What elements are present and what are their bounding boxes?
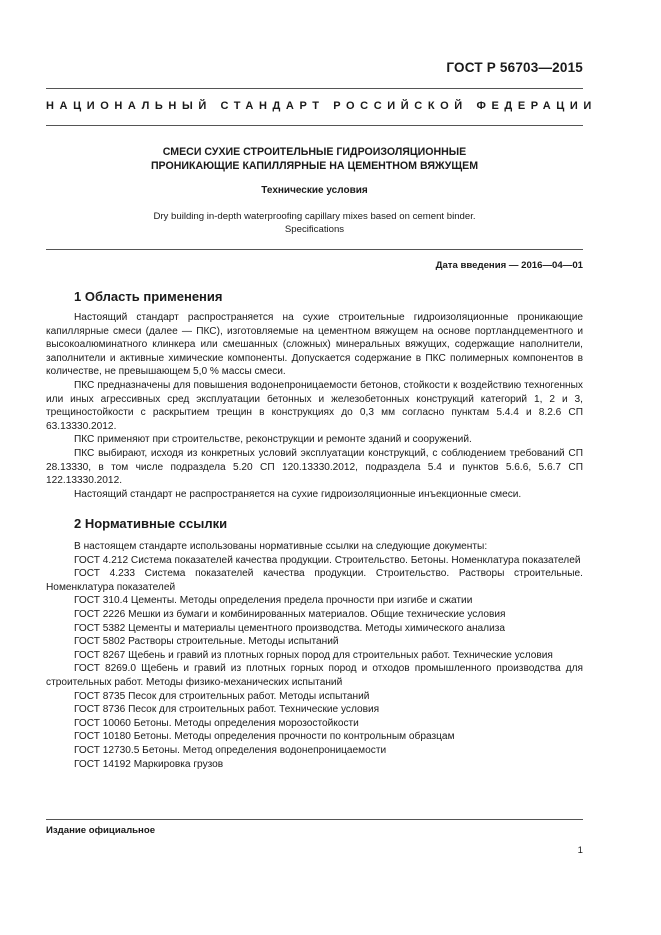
paragraph: ПКС применяют при строительстве, реконструкции и ремонте зданий и сооружений. bbox=[74, 434, 472, 446]
national-standard-banner: НАЦИОНАЛЬНЫЙ СТАНДАРТ РОССИЙСКОЙ ФЕДЕРАЦИИ bbox=[46, 100, 597, 112]
title-divider bbox=[46, 249, 583, 250]
reference-item: ГОСТ 8736 Песок для строительных работ. Технические условия bbox=[74, 704, 380, 716]
reference-item: ГОСТ 10180 Бетоны. Методы определения прочности по контрольным образцам bbox=[74, 731, 455, 743]
paragraph: Настоящий стандарт распространяется на сухие строительные гидроизоляционные проникающие капиллярные смеси (далее — ПКС), изготовляемые на цементном вяжущем на основе портландцементного и высокоалюминатного клинкера или смешанных (сложных) минеральных вяжущих, содержащие наполнители, заполнители и активные химические компоненты. Допускается содержание в ПКС полимерных компонентов в количестве, не превышающем 5,0 % массы смеси. bbox=[46, 312, 583, 378]
paragraph: ПКС выбирают, исходя из конкретных условий эксплуатации конструкций, с соблюдением требований СП 28.13330, в том числе подраздела 5.20 СП 120.13330.2012, подраздела 5.4 и пунктов 5.6.6, 5.6.7 СП 122.13330.2012. bbox=[46, 447, 583, 487]
reference-item: ГОСТ 8735 Песок для строительных работ. Методы испытаний bbox=[74, 690, 370, 702]
english-title bbox=[46, 210, 583, 236]
document-title bbox=[46, 145, 583, 173]
reference-item: ГОСТ 8269.0 Щебень и гравий из плотных горных пород и отходов промышленного производства для строительных работ. Методы физико-механических испытаний bbox=[46, 663, 583, 688]
reference-item: ГОСТ 5382 Цементы и материалы цементного производства. Методы химического анализа bbox=[74, 622, 506, 634]
reference-item: ГОСТ 14192 Маркировка грузов bbox=[74, 758, 224, 770]
section-scope-body bbox=[46, 311, 583, 501]
reference-item: ГОСТ 4.233 Система показателей качества продукции. Строительство. Растворы строительные. Номенклатура показателей bbox=[46, 568, 583, 593]
reference-item: ГОСТ 8267 Щебень и гравий из плотных горных пород для строительных работ. Технические условия bbox=[74, 649, 553, 661]
section-heading-scope: 1 Область применения bbox=[74, 289, 223, 304]
english-title-line-2: Specifications bbox=[284, 224, 345, 235]
document-subtitle: Технические условия bbox=[261, 185, 368, 196]
header-divider bbox=[46, 88, 583, 89]
title-line-1: СМЕСИ СУХИЕ СТРОИТЕЛЬНЫЕ ГИДРОИЗОЛЯЦИОННЫЕ bbox=[162, 146, 467, 158]
page-number: 1 bbox=[577, 845, 583, 856]
reference-item: ГОСТ 4.212 Система показателей качества продукции. Строительство. Бетоны. Номенклатура показателей bbox=[74, 554, 581, 566]
reference-item: ГОСТ 10060 Бетоны. Методы определения морозостойкости bbox=[74, 717, 359, 729]
paragraph: ПКС предназначены для повышения водонепроницаемости бетонов, стойкости к воздействию техногенных или иных агрессивных сред эксплуатации бетонных и железобетонных конструкций категорий 1, 2 и 3, трещиностойкости с раскрытием трещин в конструкциях до 0,3 мм согласно пунктам 5.4.4 и 8.2.6 СП 63.13330.2012. bbox=[46, 379, 583, 432]
reference-item: ГОСТ 2226 Мешки из бумаги и комбинированных материалов. Общие технические условия bbox=[74, 608, 506, 620]
reference-item: ГОСТ 5802 Растворы строительные. Методы испытаний bbox=[74, 636, 339, 648]
section-heading-references: 2 Нормативные ссылки bbox=[74, 516, 228, 531]
introduction-date: Дата введения — 2016—04—01 bbox=[435, 260, 583, 271]
title-line-2: ПРОНИКАЮЩИЕ КАПИЛЛЯРНЫЕ НА ЦЕМЕНТНОМ ВЯЖУЩЕМ bbox=[150, 160, 479, 172]
official-edition-label: Издание официальное bbox=[46, 825, 156, 836]
banner-divider bbox=[46, 125, 583, 126]
document-code: ГОСТ Р 56703—2015 bbox=[446, 60, 583, 75]
reference-item: ГОСТ 12730.5 Бетоны. Метод определения водонепроницаемости bbox=[74, 744, 387, 756]
reference-item: ГОСТ 310.4 Цементы. Методы определения предела прочности при изгибе и сжатии bbox=[74, 595, 473, 607]
paragraph: Настоящий стандарт не распространяется на сухие гидроизоляционные инъекционные смеси. bbox=[74, 488, 522, 500]
paragraph: В настоящем стандарте использованы нормативные ссылки на следующие документы: bbox=[74, 541, 488, 552]
english-title-line-1: Dry building in-depth waterproofing capillary mixes based on cement binder. bbox=[153, 211, 476, 222]
section-references-body bbox=[46, 540, 583, 771]
footer-divider bbox=[46, 819, 583, 820]
